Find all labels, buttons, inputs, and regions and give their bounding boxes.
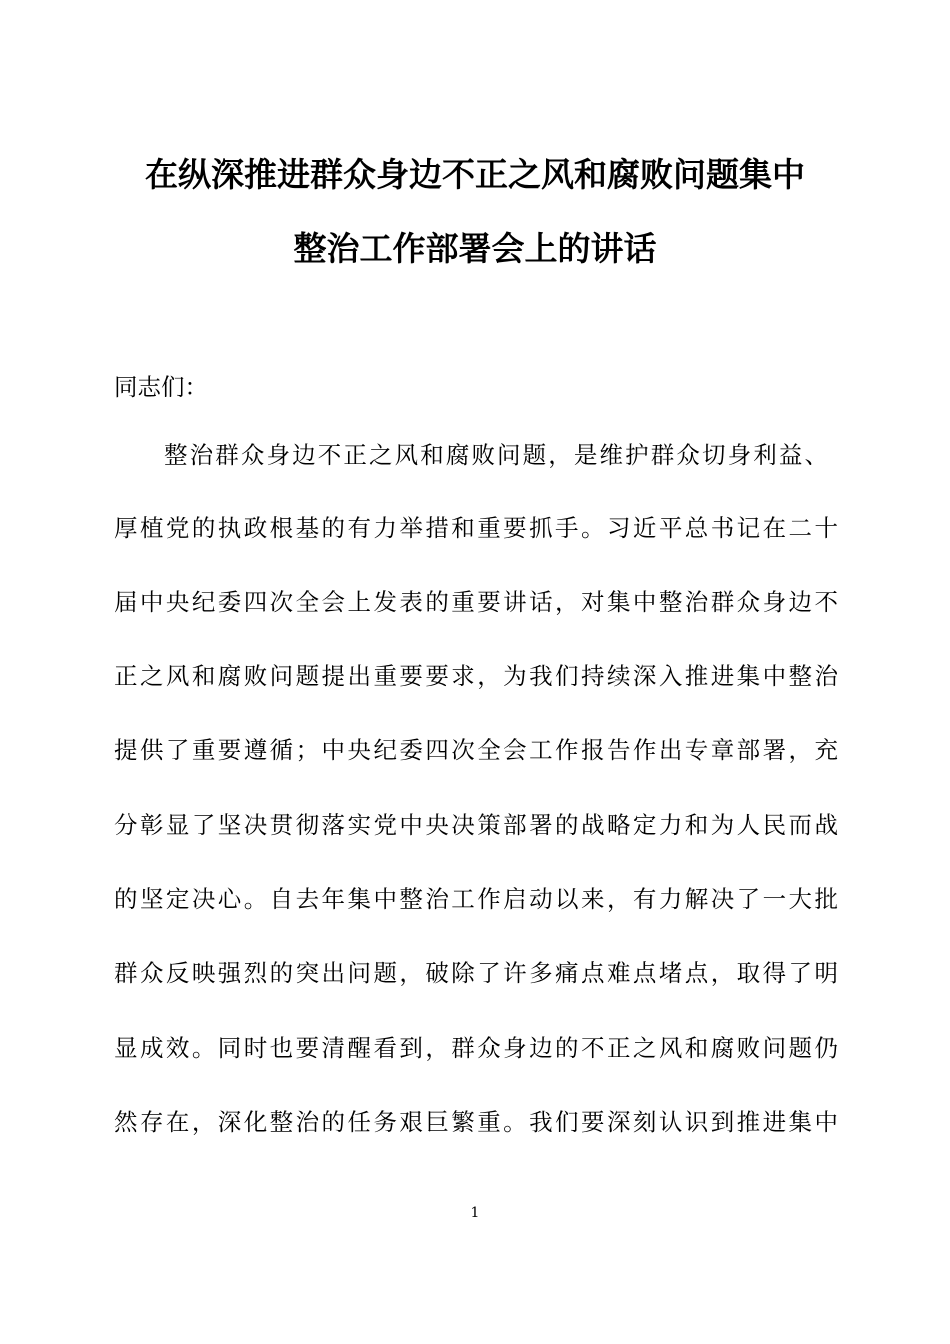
body-line-8: 群众反映强烈的突出问题，破除了许多痛点难点堵点，取得了明 [114, 959, 838, 987]
body-line-10: 然存在，深化整治的任务艰巨繁重。我们要深刻认识到推进集中 [114, 1108, 838, 1136]
body-line-9: 显成效。同时也要清醒看到，群众身边的不正之风和腐败问题仍 [114, 1034, 838, 1062]
document-title-line-2: 整治工作部署会上的讲话 [293, 229, 657, 268]
body-line-2: 厚植党的执政根基的有力举措和重要抓手。习近平总书记在二十 [114, 514, 838, 542]
body-line-3: 届中央纪委四次全会上发表的重要讲话，对集中整治群众身边不 [114, 588, 838, 616]
body-line-6: 分彰显了坚决贯彻落实党中央决策部署的战略定力和为人民而战 [114, 811, 838, 839]
body-line-4: 正之风和腐败问题提出重要要求，为我们持续深入推进集中整治 [114, 662, 838, 690]
page-number: 1 [470, 1205, 480, 1221]
salutation: 同志们： [114, 373, 208, 401]
body-line-7: 的坚定决心。自去年集中整治工作启动以来，有力解决了一大批 [114, 885, 838, 913]
document-title-line-1: 在纵深推进群众身边不正之风和腐败问题集中 [145, 155, 805, 194]
body-line-1: 整治群众身边不正之风和腐败问题，是维护群众切身利益、 [164, 441, 828, 469]
body-line-5: 提供了重要遵循；中央纪委四次全会工作报告作出专章部署，充 [114, 736, 838, 764]
